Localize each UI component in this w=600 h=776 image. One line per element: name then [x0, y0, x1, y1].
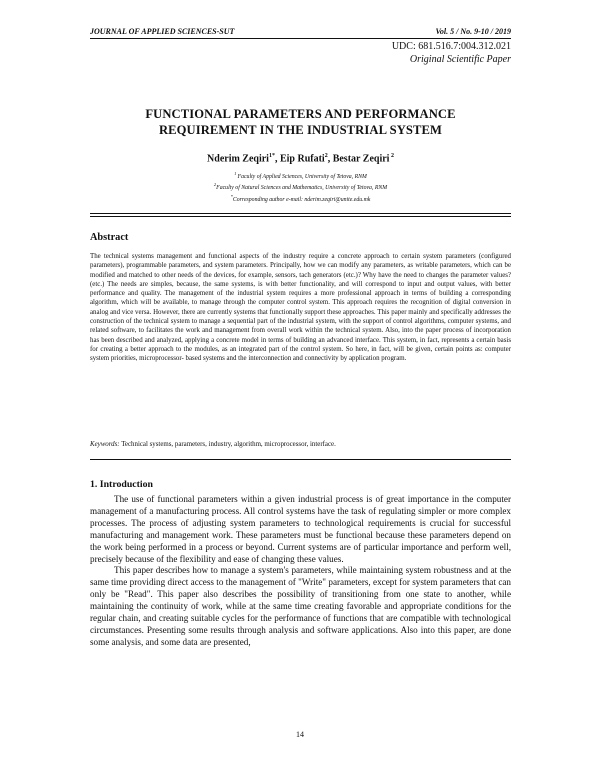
author-separator: , — [327, 153, 333, 165]
journal-name: JOURNAL OF APPLIED SCIENCES-SUT — [90, 27, 235, 36]
affil-text: Corresponding author e-mail: nderim.zeqiri@unite.edu.mk — [232, 196, 371, 203]
paragraph: This paper describes how to manage a system's parameters, while maintaining system robustness and at the same time providing direct access to the management of "Write" parameters, except for system parameters that can only be "Read". This paper also describes the possibility of transitioning from one state to another, while maintaining the continuity of work, while at the same time creating favorable and appropriate conditions for the regular chain, and creating suitable cycles for the performance of functions that are compatible with technological circumstances. Presenting some results through analysis and software applications. Also into this paper, are done some analysis, and some data are presented, — [90, 565, 511, 647]
author-list — [90, 153, 511, 164]
paper-title — [90, 106, 511, 138]
title-line-2: REQUIREMENT IN THE INDUSTRIAL SYSTEM — [158, 123, 443, 137]
keywords-text: Technical systems, parameters, industry, algorithm, microprocessor, interface. — [119, 441, 336, 448]
author-affil-mark: 2 — [324, 153, 328, 159]
section-divider — [90, 216, 511, 217]
affiliations — [90, 170, 511, 204]
volume-info: Vol. 5 / No. 9-10 / 2019 — [435, 27, 511, 36]
affiliation-line — [90, 170, 511, 181]
affil-mark: 2 — [213, 182, 217, 188]
section-divider — [90, 213, 511, 214]
author-name: Eip Rufati — [279, 153, 325, 165]
author-name: Bestar Zeqiri — [332, 153, 390, 165]
affil-mark: * — [230, 193, 233, 199]
affil-mark: 1 — [234, 171, 238, 176]
keywords — [90, 440, 511, 449]
affil-text: Faculty of Natural Sciences and Mathematics, University of Tetova, RNM — [216, 185, 388, 192]
author-name: Nderim Zeqiri — [207, 153, 269, 165]
affiliation-line — [90, 181, 511, 192]
keywords-label: Keywords: — [90, 441, 120, 448]
section-heading: 1. Introduction — [90, 479, 153, 490]
paper-type: Original Scientific Paper — [409, 54, 511, 65]
udc-code: UDC: 681.516.7:004.312.021 — [391, 41, 511, 52]
abstract-heading: Abstract — [90, 232, 129, 243]
page-number: 14 — [296, 730, 304, 739]
introduction-body — [90, 494, 511, 649]
affiliation-line — [90, 193, 511, 204]
paragraph: The use of functional parameters within a given industrial process is of great importance in the computer management of a manufacturing process. All control systems have the task of regulating simpler or more complex processes. The process of adjusting system parameters to technological requirements is crucial for successful manufacturing and management work. These parameters must be functional because these parameters depend on the work being performed in a process or beyond. Current systems are of particular importance and perform well, precisely because of the flexibility and ease of changing these values. — [90, 494, 511, 564]
header-rule — [90, 38, 511, 39]
affil-text: Faculty of Applied Sciences, University of Tetova, RNM — [237, 173, 367, 180]
classification-block — [392, 40, 511, 66]
author-separator: , — [274, 153, 280, 165]
abstract-text: The technical systems management and functional aspects of the industry require a concrete approach to certain system parameters (configured parameters), programmable parameters, and system parameters. Principally, how we can modify any parameters, as writable parameters, which can be modified and matched to other needs of the devices, for example, sensors, tach generators (etc.)? Why have the need to changes the parameter values? (etc.) The needs are simples, because, the same systems, is with better functionality, and will correspond to input and output values, with better performance and quality. The management of the industrial system requires a more professional approach in terms of building a corresponding algorithm, which will be available, to manage through the computer control system. This approach requires the recognition of digital conversion in analog and vice versa. However, there are currently systems that functionally support these approaches. This paper mainly and specifically addresses the construction of the technical system to manage a sequential part of the industrial system, with the support of control algorithms, computer systems, and related software, to facilitates the work and management from overall work within the technical system. Also, into the paper process of incorporation has been described and analyzed, applying a concrete model in terms of building an advanced interface. This system, in fact, represents a certain basis for creating a better approach to the modules, as an integrated part of the control system. So here, in fact, will be given, certain points as: computer system priorities, microprocessor- based systems and the interconnection and connectivity by application program. — [90, 253, 511, 363]
title-line-1: FUNCTIONAL PARAMETERS AND PERFORMANCE — [145, 107, 456, 121]
running-header — [90, 24, 511, 38]
author-affil-mark: 1* — [268, 153, 275, 159]
section-divider — [90, 459, 511, 460]
author-affil-mark: 2 — [389, 153, 394, 159]
